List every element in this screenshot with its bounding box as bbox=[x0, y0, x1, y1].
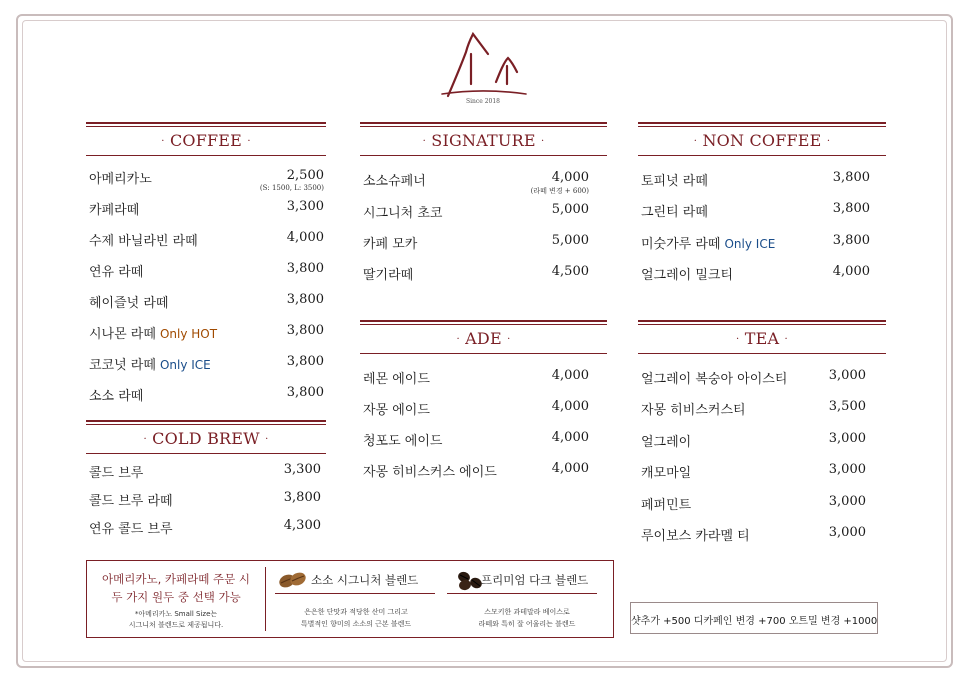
bean-info-box bbox=[86, 560, 614, 638]
header-rule bbox=[360, 126, 607, 127]
section-title: · SIGNATURE · bbox=[422, 131, 545, 150]
header-rule bbox=[360, 320, 607, 322]
menu-item bbox=[86, 166, 326, 192]
item-name: 소소 라떼 bbox=[89, 389, 144, 404]
menu-item bbox=[360, 262, 607, 288]
item-price: 3,000 bbox=[828, 431, 866, 446]
menu-item bbox=[638, 231, 886, 257]
blend-desc: 라떼와 특히 잘 어울리는 블렌드 bbox=[478, 620, 576, 628]
item-name: 헤이즐넛 라떼 bbox=[89, 296, 169, 311]
menu-item bbox=[638, 168, 886, 194]
menu-item bbox=[360, 428, 607, 454]
coffee-beans-light-icon bbox=[277, 569, 307, 591]
section-ade bbox=[360, 320, 607, 480]
menu-item bbox=[86, 383, 326, 409]
blend-title: 프리미엄 다크 블렌드 bbox=[481, 573, 589, 587]
item-name: 그린티 라떼 bbox=[641, 205, 708, 220]
item-price: 3,300 bbox=[286, 199, 324, 214]
item-name: 연유 라떼 bbox=[89, 265, 144, 280]
section-header bbox=[360, 122, 607, 156]
header-rule bbox=[360, 324, 607, 325]
only-ice-tag: Only ICE bbox=[724, 237, 776, 251]
item-name: 루이보스 카라멜 티 bbox=[641, 529, 750, 544]
section-coffee bbox=[86, 122, 326, 404]
header-rule bbox=[86, 122, 326, 124]
item-price: 4,000 bbox=[551, 399, 589, 414]
menu-item bbox=[360, 366, 607, 392]
item-name: 콜드 브루 라떼 bbox=[89, 494, 173, 509]
item-name: 레몬 에이드 bbox=[363, 372, 430, 387]
extras-box bbox=[630, 602, 878, 634]
item-price: 4,300 bbox=[283, 518, 321, 533]
item-price: 3,300 bbox=[283, 462, 321, 477]
menu-item bbox=[360, 200, 607, 226]
menu-item bbox=[86, 460, 326, 486]
notice-line: 아메리카노, 카페라떼 주문 시 bbox=[102, 572, 250, 586]
item-name: 청포도 에이드 bbox=[363, 434, 443, 449]
blend-desc: 스모키한 과테말라 베이스로 bbox=[484, 608, 570, 616]
section-header bbox=[638, 122, 886, 156]
item-price: 3,000 bbox=[828, 525, 866, 540]
menu-item bbox=[638, 429, 886, 455]
menu-item bbox=[638, 492, 886, 518]
header-rule bbox=[86, 424, 326, 425]
item-name: 미숫가루 라떼 Only ICE bbox=[641, 237, 776, 252]
notice-line: 두 가지 원두 중 선택 가능 bbox=[111, 590, 241, 604]
item-name: 얼그레이 밀크티 bbox=[641, 268, 734, 283]
item-price: 3,800 bbox=[286, 354, 324, 369]
menu-item bbox=[638, 397, 886, 423]
item-price: 3,800 bbox=[286, 261, 324, 276]
item-price: 4,000 bbox=[551, 461, 589, 476]
menu-item bbox=[360, 459, 607, 485]
menu-item bbox=[360, 231, 607, 257]
item-price: 3,000 bbox=[828, 462, 866, 477]
menu-item bbox=[638, 523, 886, 549]
section-non-coffee bbox=[638, 122, 886, 283]
item-price: 3,800 bbox=[283, 490, 321, 505]
item-name: 카페 모카 bbox=[363, 237, 418, 252]
section-tea bbox=[638, 320, 886, 544]
blend-desc: 특별적인 향미의 소소의 근본 블렌드 bbox=[300, 620, 412, 628]
divider bbox=[265, 567, 266, 631]
item-price: 3,500 bbox=[828, 399, 866, 414]
section-title: · COLD BREW · bbox=[143, 429, 269, 448]
blend-title: 소소 시그니처 블렌드 bbox=[311, 573, 419, 587]
item-price: 3,800 bbox=[832, 233, 870, 248]
since-year: Since 2018 bbox=[466, 98, 500, 105]
item-price: 4,500 bbox=[551, 264, 589, 279]
item-price: 3,800 bbox=[286, 292, 324, 307]
section-title: · COFFEE · bbox=[161, 131, 251, 150]
item-name: 수제 바닐라빈 라떼 bbox=[89, 234, 198, 249]
menu-item bbox=[360, 397, 607, 423]
bean-choice-notice bbox=[87, 561, 265, 637]
header-rule bbox=[360, 353, 607, 354]
header-rule bbox=[638, 155, 886, 156]
item-price: 4,000 bbox=[286, 230, 324, 245]
notice-footnote: *아메리카노 Small Size는 bbox=[134, 610, 218, 618]
item-price: 3,800 bbox=[286, 323, 324, 338]
item-name: 코코넛 라떼 Only ICE bbox=[89, 358, 211, 373]
item-name: 페퍼민트 bbox=[641, 498, 692, 513]
header-rule bbox=[86, 155, 326, 156]
menu-item bbox=[86, 352, 326, 378]
item-price: 4,000 bbox=[551, 170, 589, 185]
item-name: 딸기라떼 bbox=[363, 268, 414, 283]
item-name: 캐모마일 bbox=[641, 466, 692, 481]
header-rule bbox=[86, 420, 326, 422]
item-name: 소소슈페너 bbox=[363, 174, 426, 189]
item-price: 3,800 bbox=[832, 170, 870, 185]
header-rule bbox=[638, 122, 886, 124]
item-price: 3,800 bbox=[286, 385, 324, 400]
section-signature bbox=[360, 122, 607, 283]
item-name: 토피넛 라떼 bbox=[641, 174, 708, 189]
header-rule bbox=[638, 126, 886, 127]
section-header bbox=[86, 420, 326, 454]
blend-premium-dark bbox=[445, 561, 609, 637]
section-header bbox=[638, 320, 886, 354]
item-note: (라떼 변경 + 600) bbox=[530, 187, 589, 195]
item-name: 콜드 브루 bbox=[89, 466, 144, 481]
item-price: 4,000 bbox=[551, 430, 589, 445]
item-price: 4,000 bbox=[832, 264, 870, 279]
item-name: 얼그레이 bbox=[641, 435, 692, 450]
menu-item bbox=[86, 290, 326, 316]
item-price: 3,000 bbox=[828, 494, 866, 509]
section-header bbox=[360, 320, 607, 354]
item-price: 4,000 bbox=[551, 368, 589, 383]
blend-signature bbox=[273, 561, 439, 637]
header-rule bbox=[86, 453, 326, 454]
menu-item bbox=[86, 259, 326, 285]
item-price: 2,500 bbox=[286, 168, 324, 183]
menu-item bbox=[86, 321, 326, 347]
section-cold-brew bbox=[86, 420, 326, 537]
item-name: 아메리카노 bbox=[89, 172, 152, 187]
menu-item bbox=[638, 199, 886, 225]
item-name: 자몽 히비스커스 에이드 bbox=[363, 465, 497, 480]
menu-item bbox=[86, 488, 326, 514]
blend-rule bbox=[275, 593, 435, 594]
section-title: · NON COFFEE · bbox=[693, 131, 831, 150]
item-price: 5,000 bbox=[551, 233, 589, 248]
menu-item bbox=[638, 460, 886, 486]
item-note: (S: 1500, L: 3500) bbox=[259, 184, 324, 192]
menu-item bbox=[86, 516, 326, 542]
header-rule bbox=[360, 155, 607, 156]
only-hot-tag: Only HOT bbox=[159, 327, 218, 341]
menu-item bbox=[86, 197, 326, 223]
item-name: 시나몬 라떼 Only HOT bbox=[89, 327, 218, 342]
item-name: 자몽 에이드 bbox=[363, 403, 430, 418]
header-rule bbox=[360, 122, 607, 124]
menu-item bbox=[86, 228, 326, 254]
item-price: 5,000 bbox=[551, 202, 589, 217]
menu-item bbox=[638, 366, 886, 392]
item-name: 시그니처 초코 bbox=[363, 206, 443, 221]
item-name: 연유 콜드 브루 bbox=[89, 522, 173, 537]
section-title: · TEA · bbox=[736, 329, 788, 348]
only-ice-tag: Only ICE bbox=[159, 358, 211, 372]
item-price: 3,800 bbox=[832, 201, 870, 216]
extras-text: 샷추가 +500 디카페인 변경 +700 오트밀 변경 +1000 bbox=[631, 616, 878, 627]
header-rule bbox=[638, 320, 886, 322]
blend-desc: 은은한 단맛과 적당한 산미 그리고 bbox=[304, 608, 408, 616]
menu-item bbox=[638, 262, 886, 288]
header-rule bbox=[638, 353, 886, 354]
section-title: · ADE · bbox=[456, 329, 511, 348]
item-name: 자몽 히비스커스티 bbox=[641, 403, 746, 418]
item-name: 카페라떼 bbox=[89, 203, 140, 218]
header-rule bbox=[638, 324, 886, 325]
section-header bbox=[86, 122, 326, 156]
blend-rule bbox=[447, 593, 597, 594]
notice-footnote: 시그니처 블렌드로 제공됩니다. bbox=[128, 621, 224, 629]
header-rule bbox=[86, 126, 326, 127]
item-name: 얼그레이 복숭아 아이스티 bbox=[641, 372, 788, 387]
menu-item bbox=[360, 168, 607, 194]
item-price: 3,000 bbox=[828, 368, 866, 383]
